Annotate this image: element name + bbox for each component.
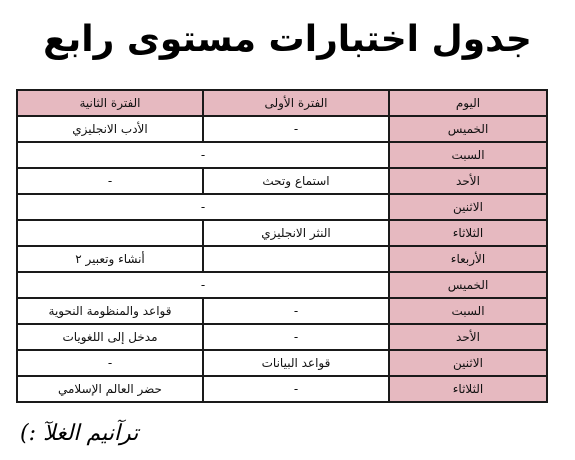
table-row: [17, 298, 547, 324]
page-title: جدول اختبارات مستوى رابع: [43, 19, 532, 60]
merged-period-cell: -: [17, 142, 389, 168]
period-2-cell: -: [17, 168, 203, 194]
day-cell: السبت: [389, 298, 547, 324]
period-1-cell: -: [203, 116, 389, 142]
day-cell: الاثنين: [389, 194, 547, 220]
table-row: [17, 376, 547, 402]
period-2-cell: الأدب الانجليزي: [17, 116, 203, 142]
table-row: [17, 246, 547, 272]
period-1-cell: استماع وتحث: [203, 168, 389, 194]
period-1-cell: النثر الانجليزي: [203, 220, 389, 246]
table-header-row: [17, 90, 547, 116]
period-1-cell: [203, 246, 389, 272]
header-period-1: الفترة الأولى: [203, 90, 389, 116]
period-2-cell: -: [17, 350, 203, 376]
period-2-cell: مدخل إلى اللغويات: [17, 324, 203, 350]
header-day: اليوم: [389, 90, 547, 116]
period-1-cell: -: [203, 324, 389, 350]
period-2-cell: حضر العالم الإسلامي: [17, 376, 203, 402]
period-1-cell: قواعد البيانات: [203, 350, 389, 376]
table-row: [17, 168, 547, 194]
table-row: [17, 194, 547, 220]
table-row: [17, 220, 547, 246]
signature: ترآنيم الغلآ :): [20, 421, 139, 446]
merged-period-cell: -: [17, 194, 389, 220]
table-row: [17, 142, 547, 168]
exam-schedule-table: [16, 89, 548, 403]
period-1-cell: -: [203, 376, 389, 402]
table-row: [17, 116, 547, 142]
table-row: [17, 272, 547, 298]
day-cell: الخميس: [389, 272, 547, 298]
period-2-cell: [17, 220, 203, 246]
table-row: [17, 350, 547, 376]
day-cell: الاثنين: [389, 350, 547, 376]
period-2-cell: أنشاء وتعبير ٢: [17, 246, 203, 272]
day-cell: الخميس: [389, 116, 547, 142]
day-cell: الأربعاء: [389, 246, 547, 272]
table-row: [17, 324, 547, 350]
period-1-cell: -: [203, 298, 389, 324]
day-cell: الثلاثاء: [389, 376, 547, 402]
merged-period-cell: -: [17, 272, 389, 298]
day-cell: الثلاثاء: [389, 220, 547, 246]
day-cell: الأحد: [389, 168, 547, 194]
header-period-2: الفترة الثانية: [17, 90, 203, 116]
day-cell: الأحد: [389, 324, 547, 350]
period-2-cell: قواعد والمنظومة النحوية: [17, 298, 203, 324]
day-cell: السبت: [389, 142, 547, 168]
